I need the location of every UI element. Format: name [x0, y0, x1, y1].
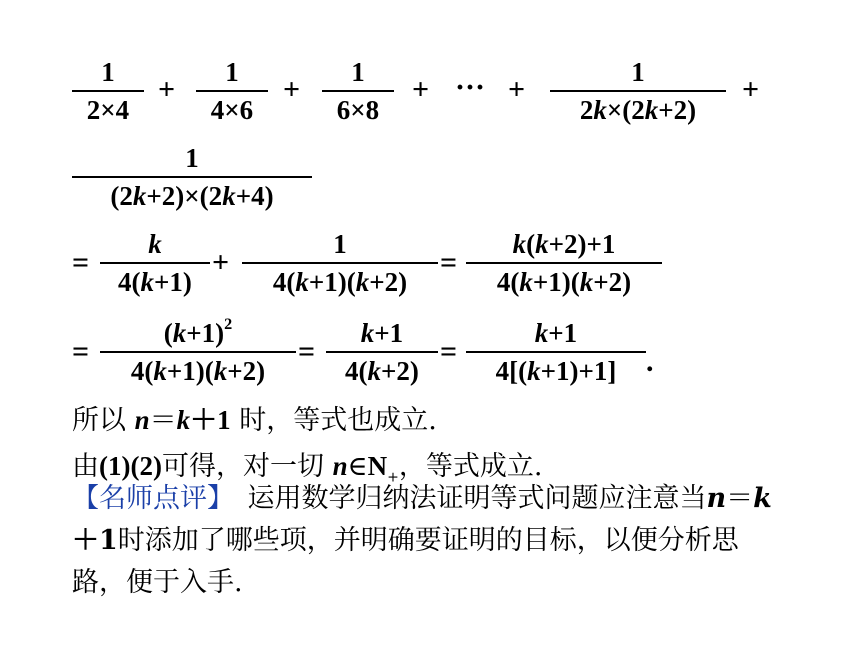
equals-sign: =: [298, 335, 316, 368]
equals-sign: =: [72, 335, 90, 368]
fraction-combined: k(k+2)+1 4(k+1)(k+2): [466, 226, 662, 300]
period: .: [646, 345, 654, 378]
equals-sign: =: [440, 335, 458, 368]
fraction-1-over-6x8: 1 6×8: [322, 54, 394, 128]
fraction-1-over-4x6: 1 4×6: [196, 54, 268, 128]
plus-sign: +: [283, 73, 301, 106]
plus-sign: +: [158, 73, 176, 106]
fraction-simplified: k+1 4(k+2): [326, 315, 438, 389]
fraction-k-over-4k1: k 4(k+1): [100, 226, 210, 300]
fraction-1-over-2x4: 1 2×4: [72, 54, 144, 128]
plus-sign: +: [742, 73, 760, 106]
plus-sign: +: [412, 73, 430, 106]
ellipsis: ···: [455, 71, 486, 104]
conclusion-line: 所以 n＝k＋1 时，等式也成立.: [72, 405, 437, 436]
fraction-next-term: 1 (2k+2)×(2k+4): [72, 140, 312, 214]
equals-sign: =: [440, 246, 458, 279]
plus-sign: +: [212, 246, 230, 279]
fraction-target-form: k+1 4[(k+1)+1]: [466, 315, 646, 389]
final-conclusion-line: 由(1)(2)可得，对一切 $n\in N_+$，等式成立.: [72, 451, 543, 486]
teacher-comment: 【名师点评】 运用数学归纳法证明等式问题应注意当n＝k＋1时添加了哪些项，并明确要证明的目标，以便分析思路，便于入手.: [72, 483, 772, 598]
fraction-square-over-product: $(k+1)^2$ 4(k+1)(k+2): [100, 315, 296, 389]
comment-tag: 【名师点评】: [72, 483, 221, 514]
plus-sign: +: [508, 73, 526, 106]
fraction-1-over-product: 1 4(k+1)(k+2): [242, 226, 438, 300]
fraction-general-term: 1 2k×(2k+2): [550, 54, 726, 128]
equals-sign: =: [72, 246, 90, 279]
